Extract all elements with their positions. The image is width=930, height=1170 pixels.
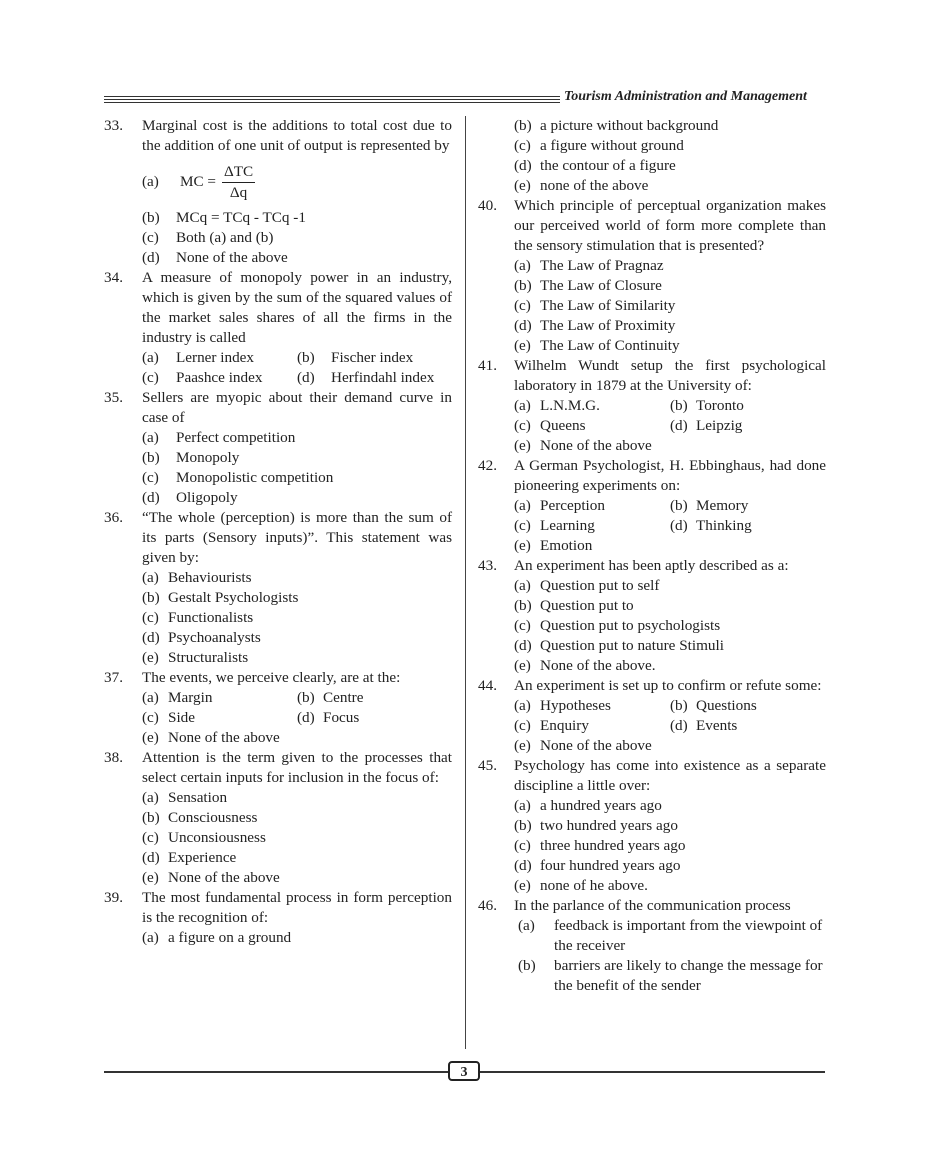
option-label: (c)	[142, 609, 159, 626]
answer-option	[514, 316, 826, 336]
option-text: Consciousness	[168, 809, 258, 826]
option-text: a figure without ground	[540, 137, 684, 154]
footer-rule-right	[480, 1071, 825, 1073]
option-text: Question put to psychologists	[540, 617, 721, 634]
option-label: (e)	[142, 649, 159, 666]
answer-option	[514, 256, 826, 276]
option-text: Toronto	[696, 397, 744, 414]
option-text: two hundred years ago	[540, 817, 678, 834]
answer-option	[142, 788, 452, 808]
question-number: 40.	[478, 197, 497, 214]
answer-option	[514, 176, 826, 196]
option-text: None of the above.	[540, 657, 656, 674]
question	[104, 748, 452, 888]
right-column	[478, 116, 826, 996]
option-label: (b)	[142, 209, 160, 226]
answer-option	[670, 716, 826, 736]
answer-option	[670, 696, 826, 716]
page-number: 3	[448, 1061, 480, 1081]
option-text: Memory	[696, 497, 749, 514]
question-number: 43.	[478, 557, 497, 574]
answer-option	[514, 396, 670, 416]
option-label: (b)	[142, 449, 160, 466]
question-number: 37.	[104, 669, 123, 686]
option-label: (b)	[514, 817, 532, 834]
option-text: None of the above	[168, 869, 280, 886]
option-label: (c)	[514, 297, 531, 314]
option-text: the contour of a figure	[540, 157, 676, 174]
option-text: The Law of Proximity	[540, 317, 676, 334]
answer-option	[297, 688, 452, 708]
question	[104, 388, 452, 508]
answer-option	[514, 516, 670, 536]
header-rule-top	[104, 96, 560, 97]
option-label: (a)	[142, 569, 159, 586]
answer-option	[142, 568, 452, 588]
page-header-title: Tourism Administration and Management	[564, 89, 807, 104]
answer-option	[670, 496, 826, 516]
option-text: Question put to nature Stimuli	[540, 637, 724, 654]
answer-option	[142, 688, 297, 708]
question	[478, 456, 826, 556]
option-text: barriers are likely to change the message for the benefit of the sender	[554, 957, 823, 994]
formula-numerator: ΔTC	[222, 162, 255, 183]
option-text: Emotion	[540, 537, 593, 554]
answer-option	[142, 208, 452, 228]
answer-options-grid	[514, 696, 826, 736]
option-text: The Law of Closure	[540, 277, 662, 294]
answer-option	[142, 728, 452, 748]
option-text: The Law of Similarity	[540, 297, 676, 314]
question-number: 42.	[478, 457, 497, 474]
question-number: 38.	[104, 749, 123, 766]
header-rule-bottom	[104, 102, 560, 103]
answer-option	[514, 736, 826, 756]
option-label: (a)	[518, 917, 535, 934]
question-text: Wilhelm Wundt setup the first psychological laboratory in 1879 at the University of:	[514, 357, 826, 394]
option-label: (c)	[142, 469, 159, 486]
option-text: None of the above	[540, 437, 652, 454]
question-text: Marginal cost is the additions to total cost due to the addition of one unit of output is represented by	[142, 117, 452, 154]
option-label: (a)	[514, 497, 531, 514]
option-text: Thinking	[696, 517, 752, 534]
question	[104, 268, 452, 388]
question	[478, 196, 826, 356]
option-label: (e)	[514, 437, 531, 454]
option-label: (a)	[142, 789, 159, 806]
option-text: Side	[168, 709, 196, 726]
option-text: Gestalt Psychologists	[168, 589, 299, 606]
answer-option	[514, 296, 826, 316]
formula-fraction	[222, 162, 255, 203]
answer-option	[297, 708, 452, 728]
option-label: (e)	[514, 177, 531, 194]
answer-option	[514, 636, 826, 656]
option-text: Sensation	[168, 789, 228, 806]
option-text: Functionalists	[168, 609, 254, 626]
answer-option	[514, 796, 826, 816]
question	[104, 668, 452, 748]
option-label: (a)	[142, 429, 159, 446]
option-label: (b)	[670, 697, 688, 714]
answer-option	[142, 628, 452, 648]
option-label: (d)	[514, 157, 532, 174]
answer-option	[514, 536, 826, 556]
question-number: 36.	[104, 509, 123, 526]
answer-option	[514, 576, 826, 596]
option-label: (b)	[142, 809, 160, 826]
option-label: (e)	[514, 737, 531, 754]
question-number: 41.	[478, 357, 497, 374]
option-text: The Law of Pragnaz	[540, 257, 664, 274]
option-text: Oligopoly	[176, 489, 238, 506]
footer-rule-left	[104, 1071, 448, 1073]
question-text: A German Psychologist, H. Ebbinghaus, had done pioneering experiments on:	[514, 457, 826, 494]
option-text: Experience	[168, 849, 237, 866]
answer-option	[514, 836, 826, 856]
question-number: 45.	[478, 757, 497, 774]
option-text: Question put to self	[540, 577, 660, 594]
option-text: Behaviourists	[168, 569, 252, 586]
option-label: (c)	[142, 829, 159, 846]
question-text: The most fundamental process in form perception is the recognition of:	[142, 889, 452, 926]
option-text: Learning	[540, 517, 595, 534]
answer-option	[297, 368, 452, 388]
question	[104, 888, 452, 948]
question-text: Sellers are myopic about their demand curve in case of	[142, 389, 452, 426]
question-text: A measure of monopoly power in an industry, which is given by the sum of the squared values of the market sales shares of all the firms in the industry is called	[142, 269, 452, 346]
question-text: Attention is the term given to the processes that select certain inputs for inclusion in the focus of:	[142, 749, 452, 786]
option-label: (b)	[514, 597, 532, 614]
option-label: (d)	[670, 717, 688, 734]
option-label: (c)	[142, 709, 159, 726]
question-text: An experiment is set up to confirm or refute some:	[514, 677, 822, 694]
option-label: (e)	[142, 729, 159, 746]
option-label: (d)	[670, 417, 688, 434]
option-text: Monopolistic competition	[176, 469, 334, 486]
option-label: (a)	[514, 697, 531, 714]
option-text: The Law of Continuity	[540, 337, 680, 354]
question	[478, 356, 826, 456]
option-label: (b)	[670, 397, 688, 414]
question	[478, 676, 826, 756]
formula-option	[142, 156, 452, 208]
formula-denominator: Δq	[229, 183, 248, 201]
answer-option	[142, 928, 452, 948]
option-text: none of he above.	[540, 877, 648, 894]
question	[478, 896, 826, 996]
question	[104, 508, 452, 668]
option-text: Leipzig	[696, 417, 743, 434]
answer-option	[142, 648, 452, 668]
question-text: The events, we perceive clearly, are at the:	[142, 669, 401, 686]
question	[478, 116, 826, 196]
option-text: Queens	[540, 417, 586, 434]
answer-option	[142, 868, 452, 888]
answer-options-grid	[142, 348, 452, 388]
question-text: An experiment has been aptly described as a:	[514, 557, 789, 574]
option-text: None of the above	[168, 729, 280, 746]
option-label: (b)	[514, 117, 532, 134]
option-label: (d)	[142, 489, 160, 506]
option-label: (d)	[142, 249, 160, 266]
option-label: (c)	[514, 717, 531, 734]
header-rule-middle	[104, 99, 560, 100]
answer-option	[514, 436, 826, 456]
option-text: Focus	[323, 709, 360, 726]
column-divider	[465, 116, 466, 1049]
answer-option	[142, 828, 452, 848]
answer-option	[514, 336, 826, 356]
answer-option	[514, 696, 670, 716]
option-label: (b)	[518, 957, 536, 974]
option-text: Margin	[168, 689, 213, 706]
question-text: In the parlance of the communication process	[514, 897, 791, 914]
option-label: (e)	[514, 337, 531, 354]
answer-option	[514, 276, 826, 296]
option-text: None of the above	[540, 737, 652, 754]
option-text: none of the above	[540, 177, 649, 194]
option-label: (e)	[514, 877, 531, 894]
option-text: None of the above	[176, 249, 288, 266]
answer-option	[514, 416, 670, 436]
option-label: (d)	[514, 317, 532, 334]
answer-option	[142, 448, 452, 468]
option-label: (d)	[297, 709, 315, 726]
option-label: (d)	[142, 849, 160, 866]
option-text: Events	[696, 717, 738, 734]
answer-option	[142, 348, 297, 368]
answer-option	[297, 348, 452, 368]
option-text: Hypotheses	[540, 697, 611, 714]
question-text: Which principle of perceptual organization makes our perceived world of form more complete than the sensory stimulation that is presented?	[514, 197, 826, 254]
option-text: Psychoanalysts	[168, 629, 261, 646]
option-text: Perception	[540, 497, 605, 514]
option-text: Herfindahl index	[331, 369, 435, 386]
answer-option	[514, 856, 826, 876]
option-text: a figure on a ground	[168, 929, 292, 946]
option-text: three hundred years ago	[540, 837, 686, 854]
option-label: (b)	[297, 689, 315, 706]
answer-option	[142, 468, 452, 488]
option-label: (a)	[142, 689, 159, 706]
question	[478, 556, 826, 676]
option-text: Lerner index	[176, 349, 255, 366]
option-label: (c)	[514, 517, 531, 534]
option-text: L.N.M.G.	[540, 397, 600, 414]
option-label: (b)	[514, 277, 532, 294]
option-text: feedback is important from the viewpoint of the receiver	[554, 917, 823, 954]
option-text: Fischer index	[331, 349, 414, 366]
answer-option	[142, 608, 452, 628]
option-label: (d)	[514, 637, 532, 654]
option-text: Questions	[696, 697, 757, 714]
option-label: (b)	[297, 349, 315, 366]
option-text: a hundred years ago	[540, 797, 662, 814]
question-number: 39.	[104, 889, 123, 906]
option-label: (e)	[142, 869, 159, 886]
option-label: (a)	[514, 577, 531, 594]
option-label: (c)	[514, 137, 531, 154]
answer-option	[142, 708, 297, 728]
question-number: 33.	[104, 117, 123, 134]
question	[478, 756, 826, 896]
question-number: 44.	[478, 677, 497, 694]
option-text: Monopoly	[176, 449, 240, 466]
answer-option	[142, 588, 452, 608]
question-text: “The whole (perception) is more than the sum of its parts (Sensory inputs)”. This statement was given by:	[142, 509, 452, 566]
option-label: (b)	[142, 589, 160, 606]
option-text: Centre	[323, 689, 364, 706]
option-label: (b)	[670, 497, 688, 514]
option-label: (d)	[297, 369, 315, 386]
answer-option	[670, 396, 826, 416]
option-label: (c)	[142, 229, 159, 246]
option-text: Both (a) and (b)	[176, 229, 274, 246]
answer-option	[514, 716, 670, 736]
option-label: (d)	[514, 857, 532, 874]
option-label: (c)	[514, 837, 531, 854]
answer-option	[518, 916, 826, 956]
option-label: (a)	[142, 349, 159, 366]
question-number: 34.	[104, 269, 123, 286]
option-text: Structuralists	[168, 649, 249, 666]
option-text: Question put to	[540, 597, 634, 614]
option-label: (a)	[142, 173, 159, 190]
answer-option	[514, 136, 826, 156]
option-text: a picture without background	[540, 117, 719, 134]
option-text: Paashce index	[176, 369, 263, 386]
question-text: Psychology has come into existence as a separate discipline a little over:	[514, 757, 826, 794]
answer-option	[670, 416, 826, 436]
answer-option	[142, 808, 452, 828]
answer-option	[514, 616, 826, 636]
answer-option	[142, 428, 452, 448]
option-label: (a)	[142, 929, 159, 946]
option-label: (d)	[670, 517, 688, 534]
option-text: Enquiry	[540, 717, 589, 734]
option-label: (d)	[142, 629, 160, 646]
answer-option	[514, 656, 826, 676]
option-label: (a)	[514, 397, 531, 414]
option-label: (e)	[514, 537, 531, 554]
option-label: (a)	[514, 257, 531, 274]
formula-lhs: MC =	[180, 173, 216, 190]
option-text: MCq = TCq - TCq -1	[176, 209, 306, 226]
answer-options-grid	[142, 688, 452, 728]
answer-option	[142, 228, 452, 248]
answer-option	[518, 956, 826, 996]
answer-options-grid	[514, 496, 826, 536]
left-column	[104, 116, 452, 948]
answer-option	[514, 816, 826, 836]
answer-option	[514, 596, 826, 616]
option-text: four hundred years ago	[540, 857, 681, 874]
question	[104, 116, 452, 268]
option-text: Unconsiousness	[168, 829, 266, 846]
answer-option	[514, 876, 826, 896]
answer-option	[142, 848, 452, 868]
option-label: (e)	[514, 657, 531, 674]
option-text: Perfect competition	[176, 429, 296, 446]
question-number: 35.	[104, 389, 123, 406]
answer-option	[514, 496, 670, 516]
option-label: (a)	[514, 797, 531, 814]
answer-option	[670, 516, 826, 536]
answer-option	[142, 248, 452, 268]
answer-option	[142, 368, 297, 388]
option-label: (c)	[514, 617, 531, 634]
question-number: 46.	[478, 897, 497, 914]
answer-option	[514, 156, 826, 176]
option-label: (c)	[514, 417, 531, 434]
answer-options-grid	[514, 396, 826, 436]
option-label: (c)	[142, 369, 159, 386]
answer-option	[142, 488, 452, 508]
answer-option	[514, 116, 826, 136]
